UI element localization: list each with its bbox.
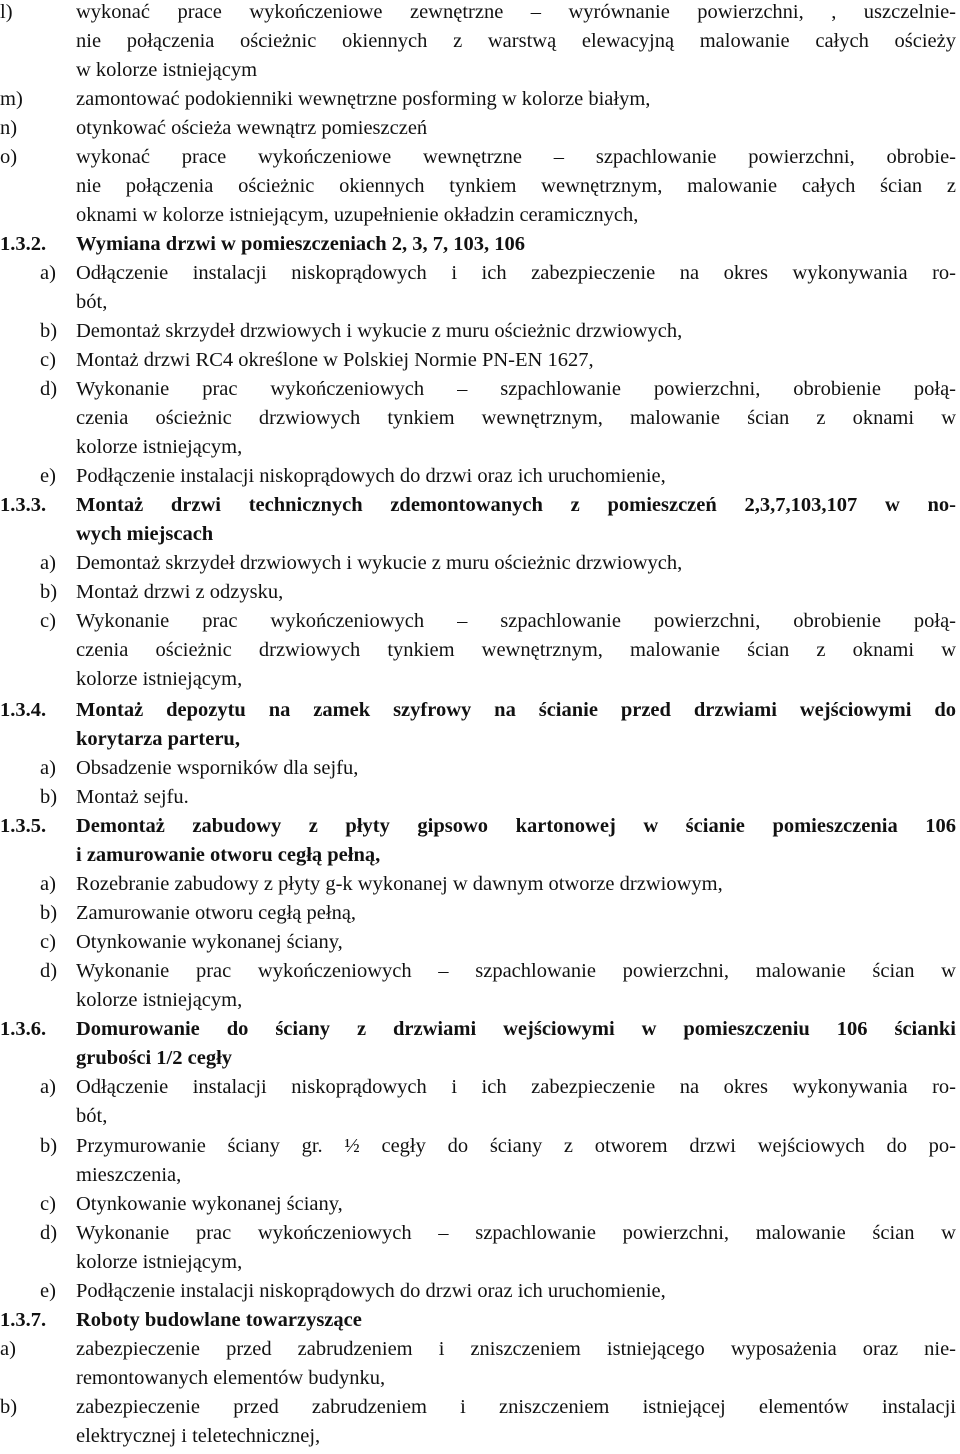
item-text: Odłączenie instalacji niskoprądowych i ich zabezpieczenie na okres wykonywania ro- xyxy=(76,262,956,284)
list-marker: d) xyxy=(40,378,58,400)
section-title: i zamurowanie otworu cegłą pełną, xyxy=(76,844,381,866)
list-marker: e) xyxy=(40,1280,56,1302)
section-title: Montaż depozytu na zamek szyfrowy na ścianie przed drzwiami wejściowymi do xyxy=(76,699,956,721)
item-text: Podłączenie instalacji niskoprądowych do drzwi oraz ich uruchomienie, xyxy=(76,1280,666,1302)
item-text: Wykonanie prac wykończeniowych – szpachlowanie powierzchni, malowanie ścian w xyxy=(76,1222,956,1244)
section-number: 1.3.4. xyxy=(0,699,47,721)
section-number: 1.3.3. xyxy=(0,494,47,516)
item-text: bót, xyxy=(76,291,108,313)
item-text: nie połączenia ościeżnic okiennych z warstwą elewacyjną malowanie całych ościeży xyxy=(76,30,956,52)
item-text: Montaż drzwi z odzysku, xyxy=(76,581,284,603)
item-text: mieszczenia, xyxy=(76,1164,182,1186)
list-marker: b) xyxy=(40,320,58,342)
section-number: 1.3.6. xyxy=(0,1018,47,1040)
item-text: elektrycznej i teletechnicznej, xyxy=(76,1425,321,1447)
item-text: zabezpieczenie przed zabrudzeniem i zniszczeniem istniejącej elementów instalacji xyxy=(76,1396,956,1418)
section-title: Domurowanie do ściany z drzwiami wejściowymi w pomieszczeniu 106 ścianki xyxy=(76,1018,956,1040)
item-text: zamontować podokienniki wewnętrzne posforming w kolorze białym, xyxy=(76,88,651,110)
item-text: remontowanych elementów budynku, xyxy=(76,1367,386,1389)
section-title: Wymiana drzwi w pomieszczeniach 2, 3, 7, 103, 106 xyxy=(76,233,526,255)
item-text: kolorze istniejącym, xyxy=(76,668,243,690)
item-text: Obsadzenie wsporników dla sejfu, xyxy=(76,757,359,779)
item-text: zabezpieczenie przed zabrudzeniem i zniszczeniem istniejącego wyposażenia oraz nie- xyxy=(76,1338,956,1360)
item-text: Montaż sejfu. xyxy=(76,786,189,808)
item-text: Odłączenie instalacji niskoprądowych i ich zabezpieczenie na okres wykonywania ro- xyxy=(76,1076,956,1098)
section-number: 1.3.7. xyxy=(0,1309,47,1331)
list-marker: a) xyxy=(40,262,56,284)
list-marker: m) xyxy=(0,88,23,110)
item-text: Otynkowanie wykonanej ściany, xyxy=(76,931,343,953)
section-number: 1.3.5. xyxy=(0,815,47,837)
item-text: kolorze istniejącym, xyxy=(76,989,243,1011)
item-text: oknami w kolorze istniejącym, uzupełnienie okładzin ceramicznych, xyxy=(76,204,639,226)
section-title: korytarza parteru, xyxy=(76,728,240,750)
section-title: wych miejscach xyxy=(76,523,214,545)
item-text: otynkować ościeża wewnątrz pomieszczeń xyxy=(76,117,428,139)
item-text: Wykonanie prac wykończeniowych – szpachlowanie powierzchni, obrobienie połą- xyxy=(76,610,956,632)
item-text: Wykonanie prac wykończeniowych – szpachlowanie powierzchni, malowanie ścian w xyxy=(76,960,956,982)
item-text: bót, xyxy=(76,1105,108,1127)
list-marker: a) xyxy=(40,1076,56,1098)
list-marker: d) xyxy=(40,960,58,982)
item-text: wykonać prace wykończeniowe zewnętrzne – wyrównanie powierzchni, , uszczelnie- xyxy=(76,1,956,23)
item-text: kolorze istniejącym, xyxy=(76,436,243,458)
list-marker: b) xyxy=(40,581,58,603)
section-title: Montaż drzwi technicznych zdemontowanych z pomieszczeń 2,3,7,103,107 w no- xyxy=(76,494,956,516)
section-title: grubości 1/2 cegły xyxy=(76,1047,233,1069)
item-text: kolorze istniejącym, xyxy=(76,1251,243,1273)
list-marker: c) xyxy=(40,610,56,632)
list-marker: b) xyxy=(40,902,58,924)
item-text: Montaż drzwi RC4 określone w Polskiej Normie PN-EN 1627, xyxy=(76,349,594,371)
list-marker: a) xyxy=(0,1338,16,1360)
item-text: Rozebranie zabudowy z płyty g-k wykonanej w dawnym otworze drzwiowym, xyxy=(76,873,723,895)
list-marker: n) xyxy=(0,117,18,139)
list-marker: a) xyxy=(40,873,56,895)
list-marker: c) xyxy=(40,349,56,371)
item-text: czenia ościeżnic drzwiowych tynkiem wewnętrznym, malowanie ścian z oknami w xyxy=(76,639,956,661)
item-text: w kolorze istniejącym xyxy=(76,59,258,81)
item-text: Demontaż skrzydeł drzwiowych i wykucie z muru ościeżnic drzwiowych, xyxy=(76,552,683,574)
section-title: Demontaż zabudowy z płyty gipsowo kartonowej w ścianie pomieszczenia 106 xyxy=(76,815,956,837)
list-marker: b) xyxy=(40,1135,58,1157)
list-marker: c) xyxy=(40,931,56,953)
item-text: czenia ościeżnic drzwiowych tynkiem wewnętrznym, malowanie ścian z oknami w xyxy=(76,407,956,429)
item-text: Demontaż skrzydeł drzwiowych i wykucie z muru ościeżnic drzwiowych, xyxy=(76,320,683,342)
list-marker: a) xyxy=(40,552,56,574)
list-marker: e) xyxy=(40,465,56,487)
item-text: Przymurowanie ściany gr. ½ cegły do ściany z otworem drzwi wejściowych do po- xyxy=(76,1135,956,1157)
item-text: Podłączenie instalacji niskoprądowych do drzwi oraz ich uruchomienie, xyxy=(76,465,666,487)
list-marker: o) xyxy=(0,146,18,168)
item-text: nie połączenia ościeżnic okiennych tynkiem wewnętrznym, malowanie całych ścian z xyxy=(76,175,956,197)
item-text: Zamurowanie otworu cegłą pełną, xyxy=(76,902,357,924)
item-text: wykonać prace wykończeniowe wewnętrzne – szpachlowanie powierzchni, obrobie- xyxy=(76,146,956,168)
item-text: Wykonanie prac wykończeniowych – szpachlowanie powierzchni, obrobienie połą- xyxy=(76,378,956,400)
list-marker: d) xyxy=(40,1222,58,1244)
list-marker: c) xyxy=(40,1193,56,1215)
section-number: 1.3.2. xyxy=(0,233,47,255)
list-marker: b) xyxy=(40,786,58,808)
list-marker: a) xyxy=(40,757,56,779)
list-marker: l) xyxy=(0,1,13,23)
list-marker: b) xyxy=(0,1396,18,1418)
item-text: Otynkowanie wykonanej ściany, xyxy=(76,1193,343,1215)
section-title: Roboty budowlane towarzyszące xyxy=(76,1309,362,1331)
